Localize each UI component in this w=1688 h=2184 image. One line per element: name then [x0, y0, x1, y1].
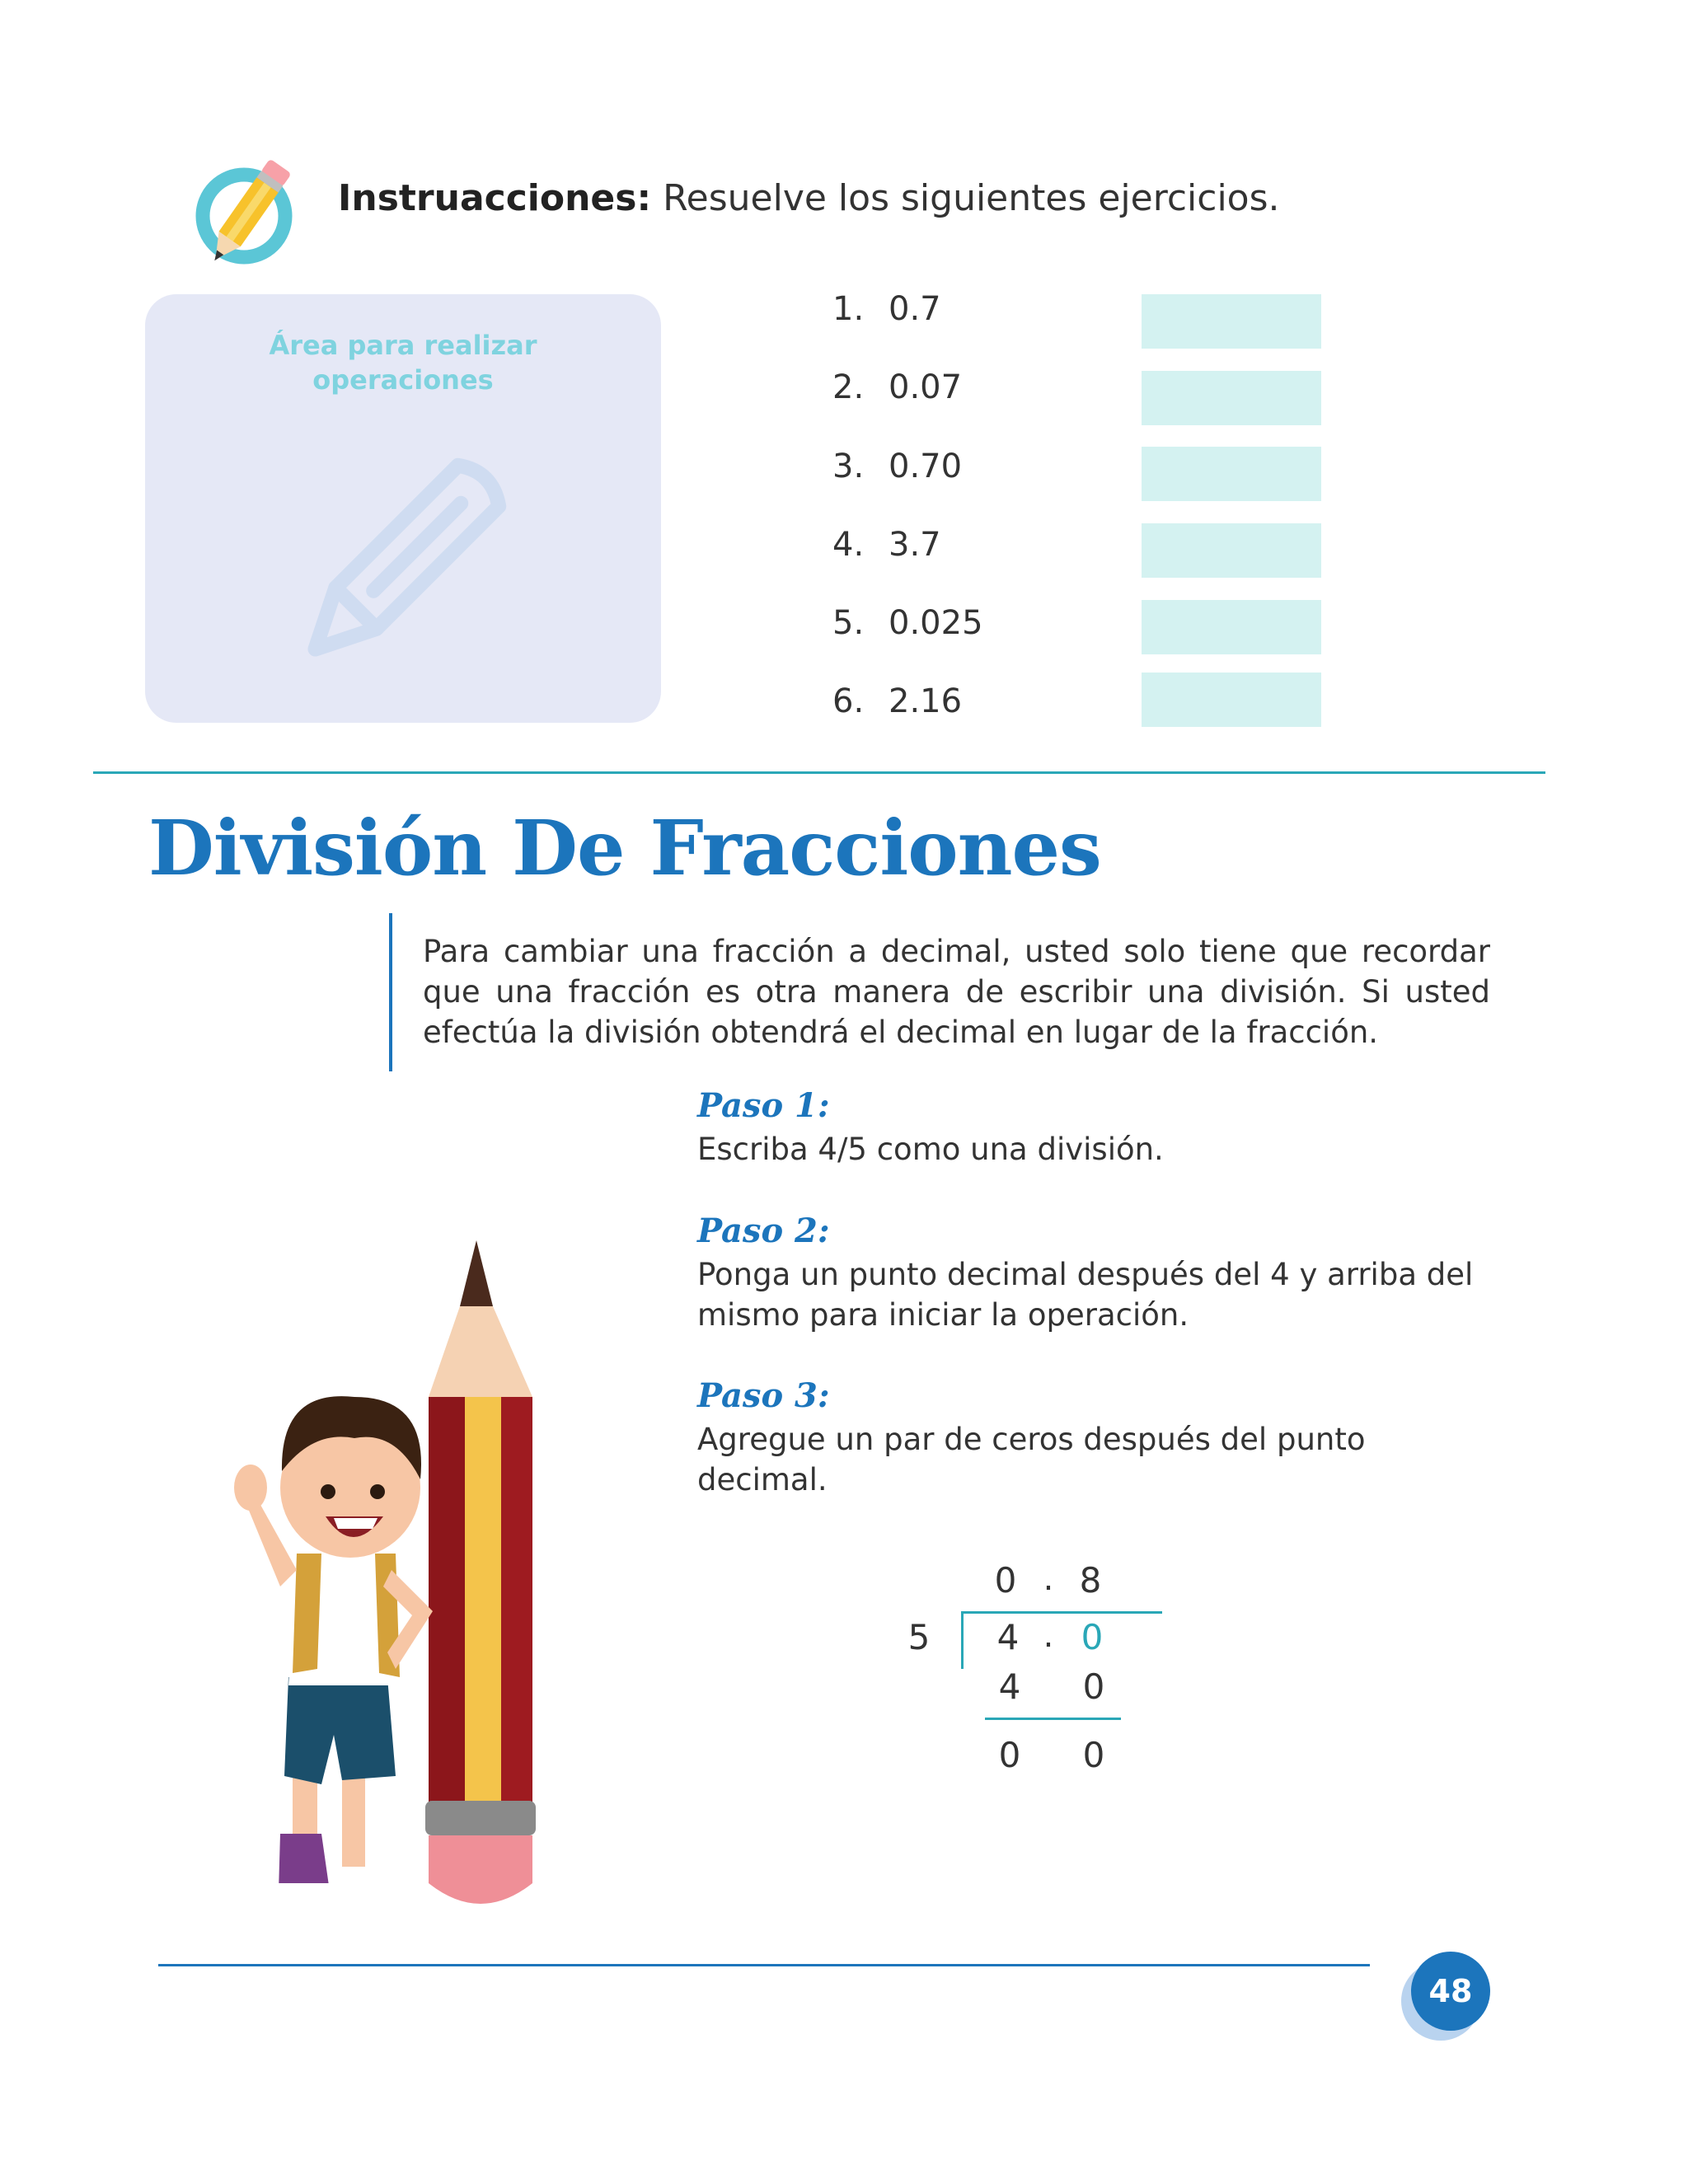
- section-divider: [93, 771, 1545, 774]
- exercise-value: 0.70: [889, 448, 963, 485]
- divisor: 5: [907, 1617, 931, 1657]
- step-2-text: Ponga un punto decimal después del 4 y arriba del mismo para iniciar la operación.: [697, 1257, 1474, 1333]
- work-area-title-line2: operaciones: [312, 364, 494, 396]
- division-subtract-line: [985, 1718, 1121, 1720]
- exercise-number: 1.: [832, 290, 865, 328]
- instructions-text: Resuelve los siguientes ejercicios.: [663, 177, 1280, 219]
- division-bracket: [961, 1611, 964, 1669]
- answer-box[interactable]: [1142, 523, 1321, 578]
- quotient-integer: 0: [994, 1560, 1017, 1601]
- dividend-integer: 4: [996, 1617, 1020, 1657]
- step-2-title: Paso 2:: [697, 1212, 830, 1250]
- step-1-text: Escriba 4/5 como una división.: [697, 1132, 1164, 1167]
- product-digit-2: 0: [1082, 1666, 1105, 1707]
- exercise-number: 2.: [832, 368, 865, 406]
- pencil-outline-icon: [272, 437, 528, 692]
- exercise-value: 3.7: [889, 526, 941, 564]
- dividend-dot: .: [1043, 1617, 1054, 1655]
- exercise-value: 2.16: [889, 682, 963, 720]
- dividend-decimal: 0: [1081, 1617, 1104, 1657]
- step-1-title: Paso 1:: [697, 1086, 830, 1125]
- exercise-value: 0.07: [889, 368, 963, 406]
- instructions: [338, 177, 1280, 219]
- answer-box[interactable]: [1142, 673, 1321, 727]
- footer-divider: [158, 1964, 1370, 1966]
- answer-box[interactable]: [1142, 371, 1321, 425]
- exercise-value: 0.025: [889, 604, 983, 642]
- work-area-title: [145, 328, 661, 397]
- pencil-target-icon: [188, 150, 312, 274]
- exercise-number: 5.: [832, 604, 865, 642]
- answer-box[interactable]: [1142, 600, 1321, 654]
- instructions-label: Instruacciones:: [338, 177, 652, 219]
- product-digit-1: 4: [998, 1666, 1021, 1707]
- work-area-title-line1: Área para realizar: [269, 330, 537, 361]
- quotient-decimal: 8: [1079, 1560, 1102, 1601]
- section-title: División De Fracciones: [148, 804, 1101, 893]
- remainder-digit-2: 0: [1082, 1735, 1105, 1775]
- step-3-text: Agregue un par de ceros después del punto decimal.: [697, 1422, 1366, 1497]
- answer-box[interactable]: [1142, 294, 1321, 349]
- intro-accent-bar: [389, 913, 392, 1071]
- exercise-value: 0.7: [889, 290, 941, 328]
- division-top-line: [963, 1611, 1162, 1614]
- answer-box[interactable]: [1142, 447, 1321, 501]
- quotient-dot: .: [1043, 1560, 1054, 1598]
- intro-paragraph: Para cambiar una fracción a decimal, usted solo tiene que recordar que una fracción es otra manera de escribir una división. Si usted efectúa la división obtendrá el decimal en lugar de la fracción.: [423, 934, 1490, 1050]
- exercise-number: 3.: [832, 448, 865, 485]
- exercise-number: 6.: [832, 682, 865, 720]
- page-number: 48: [1411, 1952, 1490, 2031]
- boy-with-pencil-illustration: [231, 1240, 610, 1908]
- step-3-title: Paso 3:: [697, 1376, 830, 1415]
- remainder-digit-1: 0: [998, 1735, 1021, 1775]
- exercise-number: 4.: [832, 526, 865, 564]
